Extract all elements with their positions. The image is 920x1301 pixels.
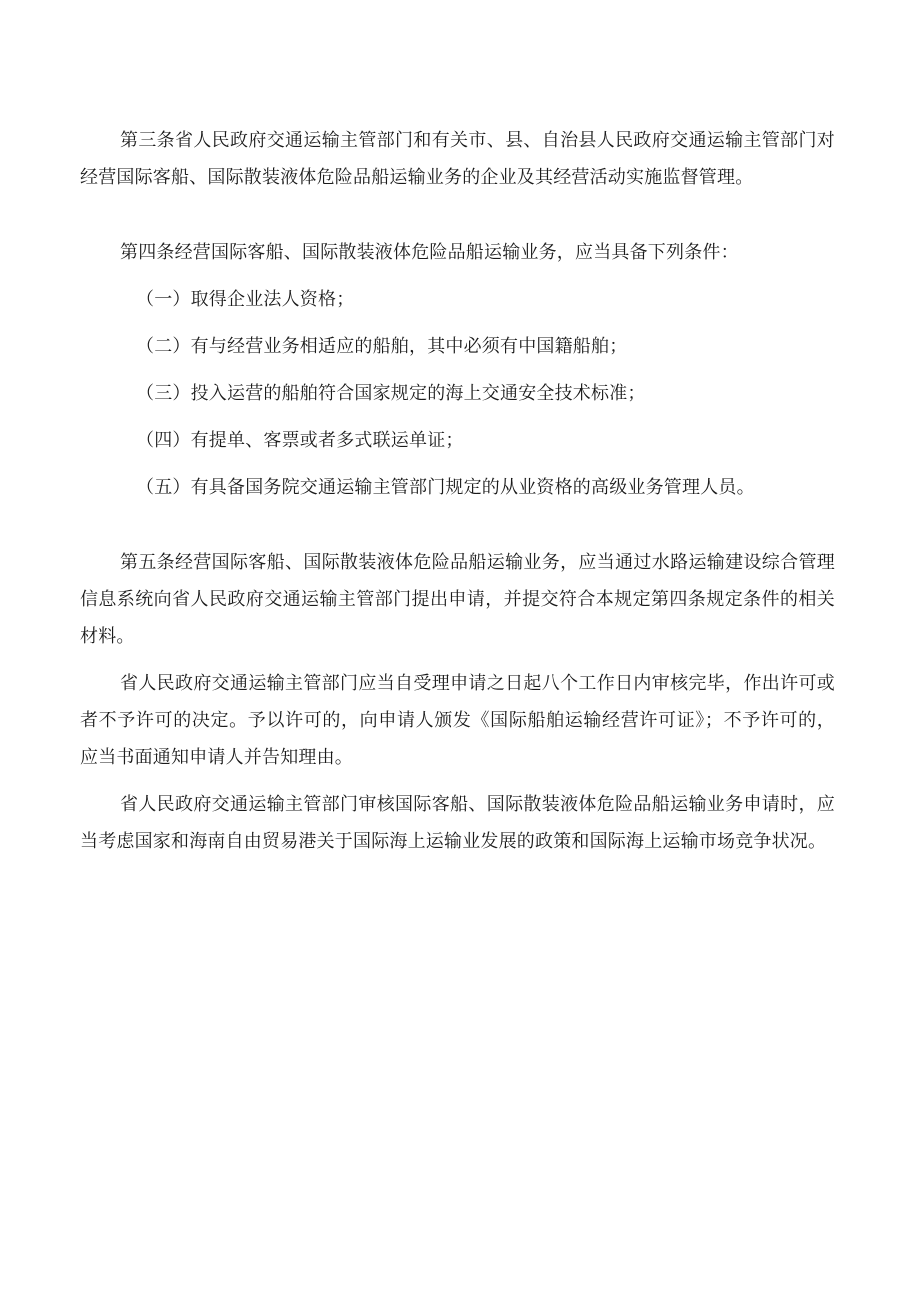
article-4-item-3: （三）投入运营的船舶符合国家规定的海上交通安全技术标准；: [136, 383, 646, 404]
article-4-item-5: （五）有具备国务院交通运输主管部门规定的从业资格的高级业务管理人员。: [136, 477, 755, 498]
article-3-paragraph: 第三条省人民政府交通运输主管部门和有关市、县、自治县人民政府交通运输主管部门对经营国际客船、国际散装液体危险品船运输业务的企业及其经营活动实施监督管理。: [80, 130, 835, 188]
article-4-paragraph: 第四条经营国际客船、国际散装液体危险品船运输业务，应当具备下列条件：: [120, 242, 739, 263]
article-4-item-1: （一）取得企业法人资格；: [136, 289, 355, 310]
article-5-paragraph-3: 省人民政府交通运输主管部门审核国际客船、国际散装液体危险品船运输业务申请时，应当考虑国家和海南自由贸易港关于国际海上运输业发展的政策和国际海上运输市场竞争状况。: [80, 794, 835, 852]
article-5-paragraph: 第五条经营国际客船、国际散装液体危险品船运输业务，应当通过水路运输建设综合管理信息系统向省人民政府交通运输主管部门提出申请，并提交符合本规定第四条规定条件的相关材料。: [80, 552, 835, 647]
article-4-item-2: （二）有与经营业务相适应的船舶，其中必须有中国籍船舶；: [136, 336, 628, 357]
article-5-paragraph-2: 省人民政府交通运输主管部门应当自受理申请之日起八个工作日内审核完毕，作出许可或者不予许可的决定。予以许可的，向申请人颁发《国际船舶运输经营许可证》；不予许可的，应当书面通知申请人并告知理由。: [80, 673, 835, 768]
document-body: [80, 122, 835, 860]
article-4-item-4: （四）有提单、客票或者多式联运单证；: [136, 430, 464, 451]
